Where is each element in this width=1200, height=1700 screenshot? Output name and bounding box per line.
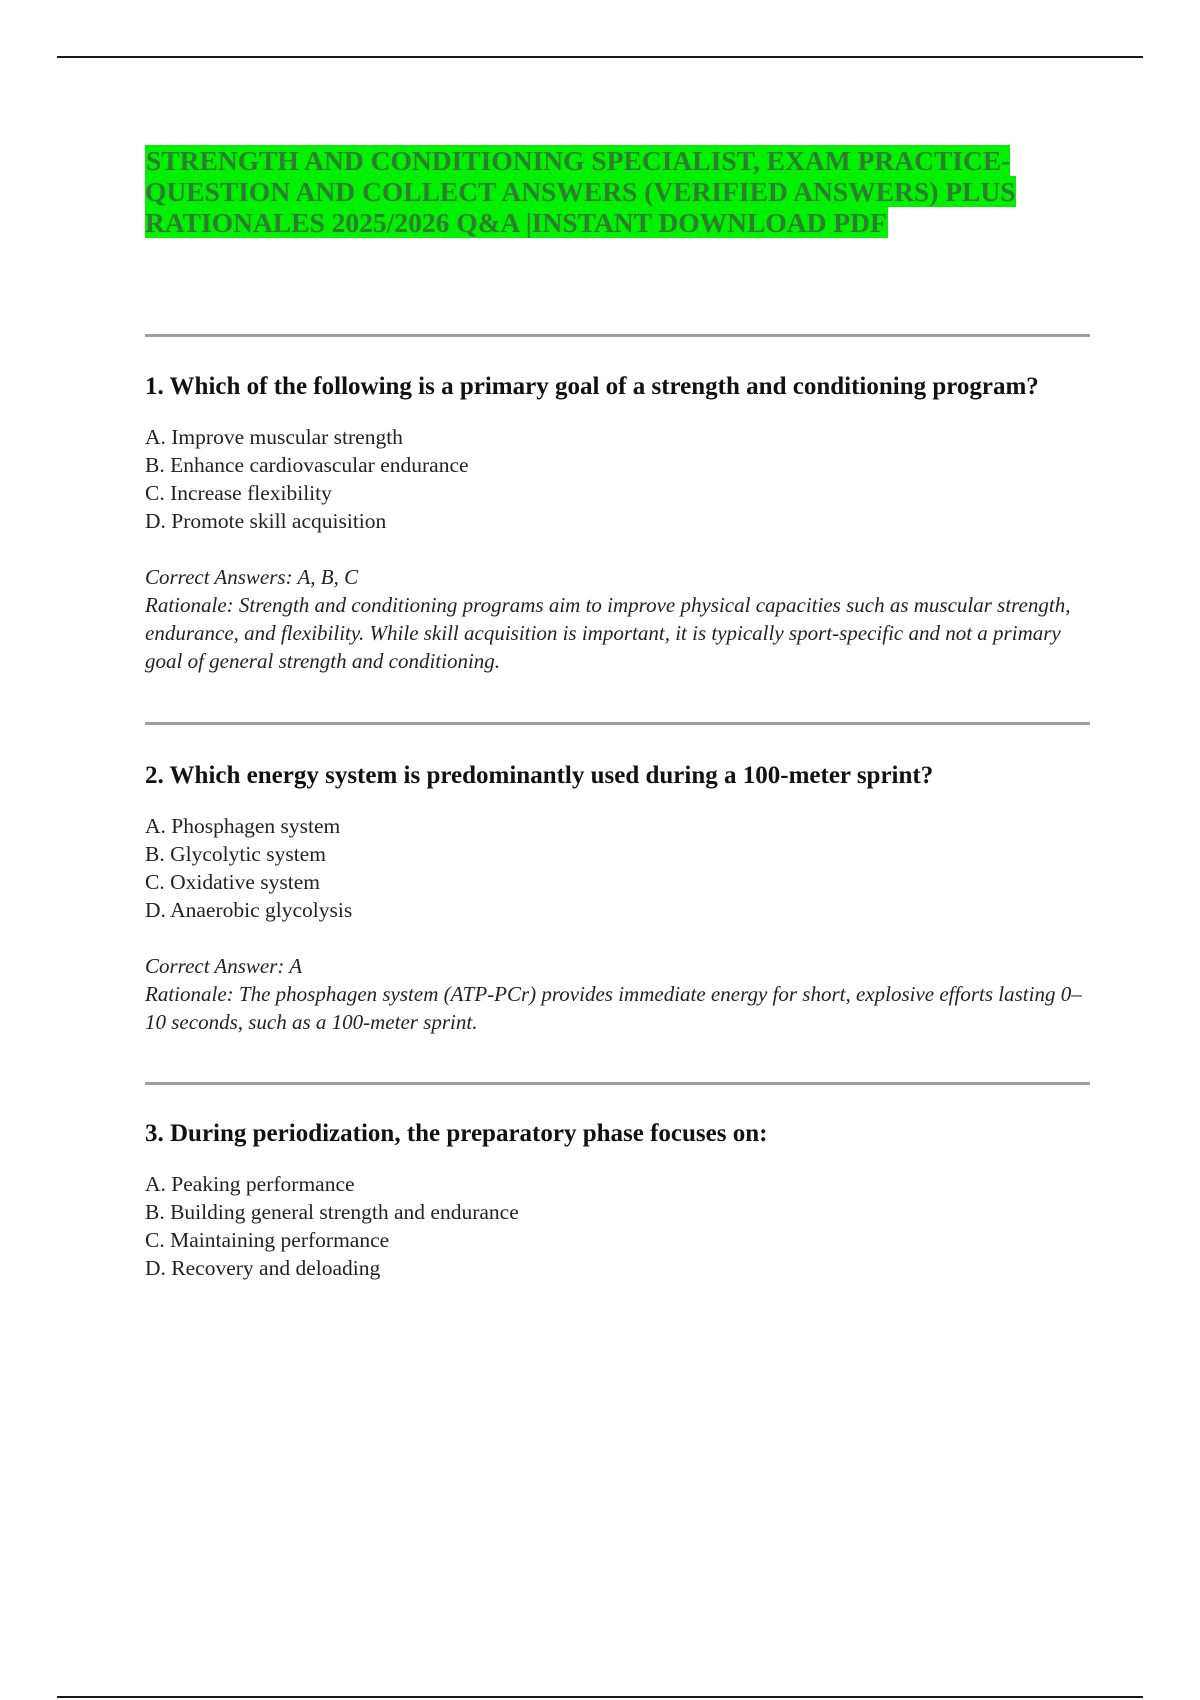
option-list [145, 423, 1090, 535]
option-item: A. Peaking performance [145, 1172, 355, 1196]
rationale: Rationale: Strength and conditioning programs aim to improve physical capacities such as muscular strength, endurance, and flexibility. While skill acquisition is important, it is typically sport-specific and not a primary goal of general strength and conditioning. [145, 593, 1071, 673]
correct-answer: Correct Answer: A [145, 954, 303, 978]
question-block [145, 1117, 1090, 1282]
option-item: D. Anaerobic glycolysis [145, 898, 353, 922]
option-item: C. Maintaining performance [145, 1228, 390, 1252]
question-prompt: 2. Which energy system is predominantly used during a 100-meter sprint? [145, 762, 934, 789]
option-item: B. Enhance cardiovascular endurance [145, 453, 469, 477]
question-prompt: 3. During periodization, the preparatory phase focuses on: [145, 1120, 768, 1147]
option-item: D. Recovery and deloading [145, 1256, 381, 1280]
option-item: B. Glycolytic system [145, 842, 326, 866]
separator [145, 722, 1090, 725]
option-list [145, 1170, 1090, 1282]
document-body [145, 145, 1090, 1282]
option-item: D. Promote skill acquisition [145, 509, 387, 533]
question-prompt: 1. Which of the following is a primary goal of a strength and conditioning program? [145, 373, 1039, 400]
option-item: C. Oxidative system [145, 870, 320, 894]
option-item: C. Increase flexibility [145, 481, 332, 505]
question-block [145, 759, 1090, 1036]
question-block [145, 370, 1090, 675]
separator [145, 334, 1090, 337]
top-rule [57, 56, 1143, 58]
title-highlight: STRENGTH AND CONDITIONING SPECIALIST, EXAM PRACTICE-QUESTION AND COLLECT ANSWERS (VERIFIED ANSWERS) PLUS RATIONALES 2025/2026 Q&A |INSTANT DOWNLOAD PDF [145, 145, 1016, 238]
option-item: A. Improve muscular strength [145, 425, 403, 449]
rationale: Rationale: The phosphagen system (ATP-PCr) provides immediate energy for short, explosive efforts lasting 0–10 seconds, such as a 100-meter sprint. [145, 982, 1082, 1034]
document-title [145, 145, 1025, 238]
option-item: B. Building general strength and endurance [145, 1200, 519, 1224]
option-item: A. Phosphagen system [145, 814, 341, 838]
correct-answer: Correct Answers: A, B, C [145, 565, 359, 589]
option-list [145, 812, 1090, 924]
separator [145, 1082, 1090, 1085]
bottom-rule [57, 1696, 1143, 1698]
